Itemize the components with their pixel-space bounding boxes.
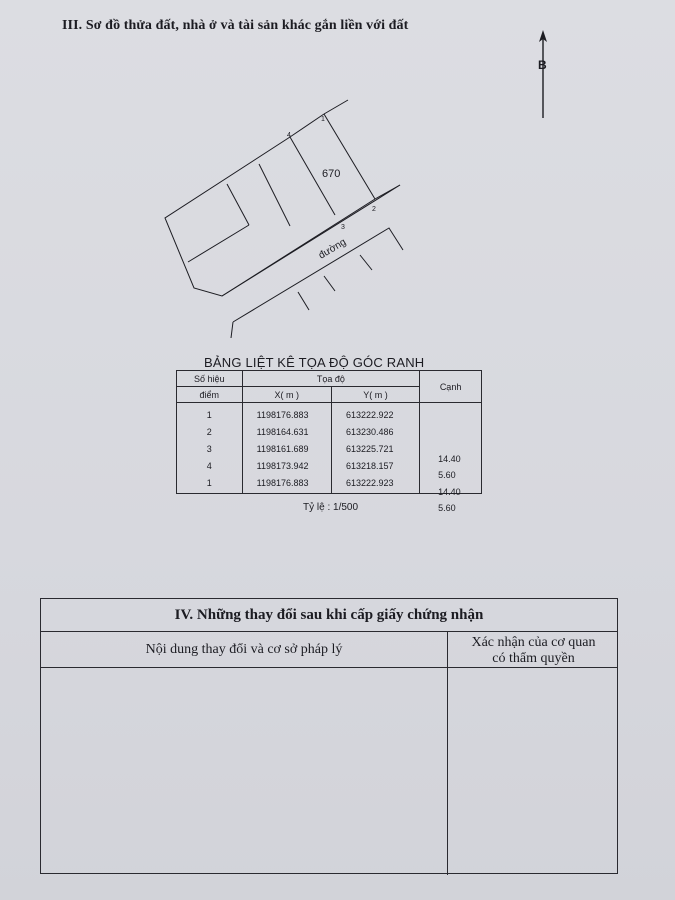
parcel-number-label: 670 <box>322 168 341 180</box>
y-column <box>331 403 419 494</box>
road-label: đường <box>316 236 349 262</box>
parcel-670-east-edge <box>324 114 375 199</box>
table-cell-edge: 5.60 <box>438 470 456 480</box>
parcel-divider-1 <box>227 184 249 225</box>
header-confirmation <box>448 635 619 667</box>
parcel-divider-2 <box>188 225 249 262</box>
table-cell-edge: 14.40 <box>438 487 461 497</box>
scale-label: Tỷ lệ : 1/500 <box>303 502 359 513</box>
x-column <box>242 403 331 494</box>
point-label-1: 1 <box>321 116 325 123</box>
road-edge-south <box>233 228 403 322</box>
parcel-670-top-edge <box>290 114 324 137</box>
point-label-3: 3 <box>341 224 345 231</box>
road-stub-2 <box>324 276 335 291</box>
header-y: Y( m ) <box>331 387 419 403</box>
table-cell-point: 1 <box>206 410 212 420</box>
table-cell-point: 3 <box>206 444 212 454</box>
table-cell-edge: 14.40 <box>438 454 461 464</box>
section-4-column-divider <box>447 632 448 875</box>
table-cell-point: 4 <box>206 461 212 471</box>
header-toa-do: Tọa độ <box>242 371 420 387</box>
header-x: X( m ) <box>242 387 331 403</box>
point-label-4: 4 <box>287 132 291 139</box>
header-confirmation-line1: Xác nhận của cơ quan <box>471 635 596 650</box>
table-cell-point: 2 <box>206 427 212 437</box>
header-diem: điểm <box>177 387 243 403</box>
section-4-box <box>40 598 618 874</box>
road-spur <box>231 322 233 338</box>
table-cell-point: 1 <box>206 478 212 488</box>
parcel-boundary-west <box>165 137 375 296</box>
point-label-2: 2 <box>372 206 376 213</box>
parcel-sketch <box>0 0 675 360</box>
header-changes: Nội dung thay đổi và cơ sở pháp lý <box>145 642 343 657</box>
coord-table-title: BẢNG LIỆT KÊ TỌA ĐỘ GÓC RANH <box>204 355 425 370</box>
table-cell-x: 1198173.942 <box>256 461 309 471</box>
table-cell-x: 1198176.883 <box>256 478 309 488</box>
road-stub-3 <box>360 255 372 270</box>
section-3-title: III. Sơ đồ thửa đất, nhà ở và tài sản khác gắn liền với đất <box>62 18 409 33</box>
parcel-divider-3 <box>259 164 290 226</box>
header-canh: Cạnh <box>420 371 482 403</box>
table-cell-y: 613230.486 <box>345 427 394 437</box>
north-label: B <box>538 58 547 72</box>
table-cell-x: 1198164.631 <box>256 427 309 437</box>
edge-column <box>420 403 482 513</box>
header-confirmation-line2: có thẩm quyền <box>492 651 575 666</box>
table-cell-y: 613222.923 <box>345 478 394 488</box>
header-so-hieu: Số hiệu <box>177 371 243 387</box>
section-4-title: IV. Những thay đổi sau khi cấp giấy chứng nhận <box>41 599 617 632</box>
road-edge-north <box>222 185 400 296</box>
table-cell-y: 613225.721 <box>345 444 394 454</box>
point-column <box>177 403 243 494</box>
table-cell-x: 1198176.883 <box>256 410 309 420</box>
road-stub-1 <box>298 292 309 310</box>
boundary-extension-north <box>324 100 348 114</box>
table-cell-y: 613218.157 <box>345 461 394 471</box>
table-cell-x: 1198161.689 <box>256 444 309 454</box>
table-cell-y: 613222.922 <box>345 410 394 420</box>
table-cell-edge: 5.60 <box>438 503 456 513</box>
